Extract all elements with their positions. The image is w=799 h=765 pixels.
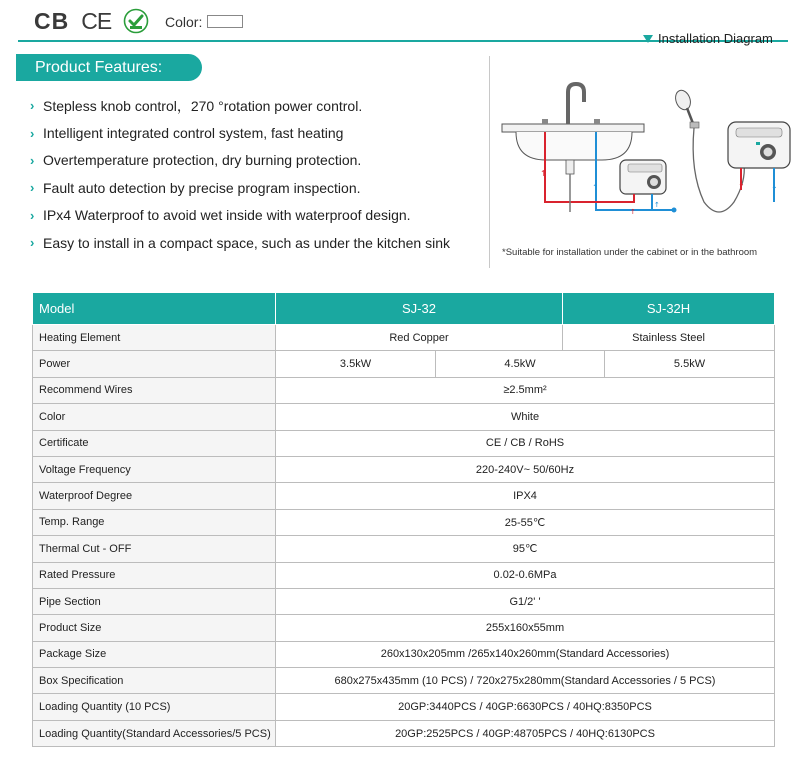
row-label: Loading Quantity (10 PCS)	[33, 694, 276, 720]
ce-logo: CE	[81, 7, 112, 34]
installation-diagram-heading	[643, 31, 773, 46]
color-label: Color:	[165, 14, 203, 30]
feature-text: Easy to install in a compact space, such as under the kitchen sink	[43, 234, 450, 251]
svg-text:↓: ↓	[738, 179, 745, 188]
row-value: 680x275x435mm (10 PCS) / 720x275x280mm(Standard Accessories / 5 PCS)	[276, 668, 775, 694]
row-label: Rated Pressure	[33, 562, 276, 588]
row-value: 4.5kW	[436, 351, 605, 377]
row-value: White	[276, 404, 775, 430]
row-value: 95℃	[276, 536, 775, 562]
installation-diagram	[494, 62, 792, 262]
header-sj-32h: SJ-32H	[563, 293, 775, 325]
row-value: 20GP:2525PCS / 40GP:48705PCS / 40HQ:6130PCS	[276, 720, 775, 746]
row-label: Color	[33, 404, 276, 430]
table-row	[33, 615, 775, 641]
installation-diagram-title: Installation Diagram	[658, 31, 773, 46]
svg-text:↑: ↑	[771, 185, 778, 194]
feature-text: IPx4 Waterproof to avoid wet inside with waterproof design.	[43, 207, 411, 224]
chevron-right-icon: ›	[30, 125, 35, 141]
row-label: Voltage Frequency	[33, 456, 276, 482]
row-value: Stainless Steel	[563, 325, 775, 351]
table-row	[33, 562, 775, 588]
product-features-banner: Product Features:	[16, 54, 202, 81]
row-label: Recommend Wires	[33, 377, 276, 403]
row-value: 5.5kW	[605, 351, 775, 377]
feature-item	[30, 119, 450, 146]
row-label: Temp. Range	[33, 509, 276, 535]
row-label: Package Size	[33, 641, 276, 667]
row-value: ≥2.5mm²	[276, 377, 775, 403]
feature-text: Intelligent integrated control system, fast heating	[43, 125, 344, 142]
certification-logos	[34, 8, 149, 34]
table-row	[33, 325, 775, 351]
row-value: Red Copper	[276, 325, 563, 351]
faucet-icon	[542, 84, 600, 124]
table-row	[33, 377, 775, 403]
section-divider	[489, 56, 490, 268]
row-label: Box Specification	[33, 668, 276, 694]
chevron-right-icon: ›	[30, 152, 35, 168]
heater-under-sink	[620, 160, 666, 194]
row-value: 25-55℃	[276, 509, 775, 535]
cb-logo: CB	[34, 7, 70, 34]
feature-list	[30, 92, 450, 256]
svg-text:↑: ↑	[592, 183, 599, 192]
row-label: Pipe Section	[33, 588, 276, 614]
table-row	[33, 430, 775, 456]
row-label: Waterproof Degree	[33, 483, 276, 509]
row-value: 20GP:3440PCS / 40GP:6630PCS / 40HQ:8350PCS	[276, 694, 775, 720]
heater-wall-mounted	[728, 122, 790, 168]
row-label: Power	[33, 351, 276, 377]
row-value: IPX4	[276, 483, 775, 509]
table-row	[33, 456, 775, 482]
chevron-right-icon: ›	[30, 98, 35, 114]
table-row	[33, 483, 775, 509]
table-header-row	[33, 293, 775, 325]
row-value: 0.02-0.6MPa	[276, 562, 775, 588]
table-row	[33, 694, 775, 720]
table-row	[33, 588, 775, 614]
table-row	[33, 536, 775, 562]
svg-text:↑: ↑	[540, 169, 547, 178]
chevron-right-icon: ›	[30, 180, 35, 196]
row-label: Thermal Cut - OFF	[33, 536, 276, 562]
header-model: Model	[33, 293, 276, 325]
feature-item	[30, 92, 450, 119]
feature-item	[30, 229, 450, 256]
table-row	[33, 404, 775, 430]
row-value: G1/2' '	[276, 588, 775, 614]
rohs-icon	[123, 8, 149, 34]
table-row	[33, 641, 775, 667]
feature-item	[30, 174, 450, 201]
color-swatch	[207, 15, 243, 28]
chevron-right-icon: ›	[30, 207, 35, 223]
row-label: Heating Element	[33, 325, 276, 351]
feature-text: Overtemperature protection, dry burning protection.	[43, 152, 362, 169]
table-row	[33, 509, 775, 535]
table-row	[33, 668, 775, 694]
table-row	[33, 351, 775, 377]
diagram-caption: *Suitable for installation under the cabinet or in the bathroom	[502, 247, 758, 258]
triangle-down-icon	[643, 35, 653, 43]
feature-text: Fault auto detection by precise program inspection.	[43, 179, 361, 196]
row-value: 220-240V~ 50/60Hz	[276, 456, 775, 482]
svg-text:↑: ↑	[654, 201, 660, 209]
table-row	[33, 720, 775, 746]
svg-text:↑: ↑	[630, 208, 636, 216]
row-label: Certificate	[33, 430, 276, 456]
feature-text: Stepless knob control，270 °rotation power control.	[43, 97, 363, 114]
row-value: 255x160x55mm	[276, 615, 775, 641]
feature-item	[30, 147, 450, 174]
row-value: 3.5kW	[276, 351, 436, 377]
row-label: Loading Quantity(Standard Accessories/5 PCS)	[33, 720, 276, 746]
row-value: 260x130x205mm /265x140x260mm(Standard Accessories)	[276, 641, 775, 667]
chevron-right-icon: ›	[30, 235, 35, 251]
header-sj-32: SJ-32	[276, 293, 563, 325]
feature-item	[30, 202, 450, 229]
specification-table	[32, 292, 775, 747]
row-value: CE / CB / RoHS	[276, 430, 775, 456]
shower-head-icon	[673, 88, 699, 128]
row-label: Product Size	[33, 615, 276, 641]
